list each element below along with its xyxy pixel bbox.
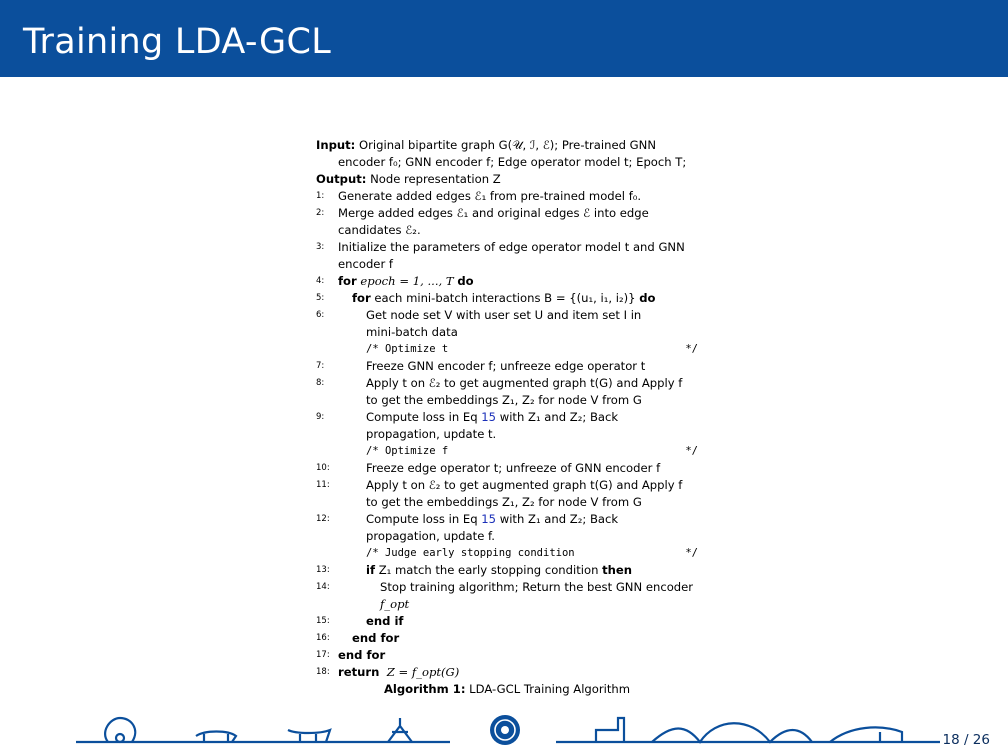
- return-expression: Z = f_opt(G): [386, 665, 460, 679]
- keyword: do: [457, 274, 474, 288]
- equation-link[interactable]: 15: [481, 410, 497, 424]
- arch-icon: [116, 734, 124, 742]
- tower-icon: [388, 718, 412, 742]
- line-number: 13:: [316, 565, 330, 575]
- algo-line: [316, 273, 698, 290]
- line-text: with Z₁ and Z₂; Back: [499, 512, 619, 526]
- output-text: Node representation Z: [370, 172, 501, 186]
- line-text: encoder f: [338, 257, 393, 271]
- keyword: return: [338, 665, 380, 679]
- comment-end: */: [685, 343, 698, 355]
- output-label: Output:: [316, 172, 367, 186]
- algo-line: [316, 579, 698, 596]
- algo-line: [316, 647, 698, 664]
- keyword: for: [352, 291, 371, 305]
- comment-text: /* Optimize f: [366, 445, 449, 457]
- hills-icon: [830, 727, 902, 742]
- line-number: 3:: [316, 242, 325, 252]
- loop-range: epoch = 1, ..., T: [360, 274, 454, 288]
- keyword: end if: [366, 614, 404, 628]
- line-text: Get node set V with user set U and item set I in: [366, 308, 642, 322]
- algo-line: [316, 307, 698, 324]
- line-text: candidates ℰ₂.: [338, 223, 421, 237]
- line-text: f_opt: [380, 597, 410, 611]
- caption-label: Algorithm 1:: [383, 682, 466, 696]
- line-text: propagation, update f.: [366, 529, 495, 543]
- line-number: 8:: [316, 378, 325, 388]
- algorithm-box: [316, 137, 698, 698]
- line-text: Merge added edges ℰ₁ and original edges ℰ into edge: [338, 206, 649, 220]
- comment-text: /* Optimize t: [366, 343, 449, 355]
- comment-end: */: [685, 445, 698, 457]
- comment-line: [316, 341, 698, 358]
- line-text: Generate added edges ℰ₁ from pre-trained model f₀.: [338, 189, 642, 203]
- algo-line: [316, 460, 698, 477]
- line-text: to get the embeddings Z₁, Z₂ for node V from G: [366, 393, 642, 407]
- algo-line: [316, 630, 698, 647]
- input-line: [316, 137, 698, 154]
- line-text: with Z₁ and Z₂; Back: [499, 410, 619, 424]
- line-text: Freeze GNN encoder f; unfreeze edge operator t: [366, 359, 646, 373]
- line-text: Compute loss in Eq: [366, 410, 478, 424]
- line-text: Freeze edge operator t; unfreeze of GNN encoder f: [366, 461, 661, 475]
- footer-skyline: [0, 708, 1008, 756]
- comment-end: */: [685, 547, 698, 559]
- line-number: 18:: [316, 667, 330, 677]
- line-text: Stop training algorithm; Return the best GNN encoder: [380, 580, 694, 594]
- title-bar: [0, 0, 1008, 77]
- line-text: propagation, update t.: [366, 427, 497, 441]
- line-number: 2:: [316, 208, 325, 218]
- algo-line: [316, 477, 698, 494]
- algo-line: [316, 511, 698, 528]
- comment-text: /* Judge early stopping condition: [366, 547, 575, 559]
- algo-line: [316, 188, 698, 205]
- line-text: Apply t on ℰ₂ to get augmented graph t(G) and Apply f: [366, 478, 683, 492]
- hills-icon: [652, 723, 812, 742]
- comment-line: [316, 545, 698, 562]
- algo-line: [316, 664, 698, 681]
- keyword: do: [639, 291, 656, 305]
- bridge-icon: [196, 732, 236, 743]
- line-number: 4:: [316, 276, 325, 286]
- university-seal-icon: [490, 715, 520, 745]
- input-label: Input:: [316, 138, 356, 152]
- input-text-cont: encoder f₀; GNN encoder f; Edge operator model t; Epoch T;: [338, 155, 687, 169]
- comment-line: [316, 443, 698, 460]
- keyword: end for: [338, 648, 386, 662]
- keyword: for: [338, 274, 357, 288]
- input-text: Original bipartite graph G(𝒰, ℐ, ℰ); Pre-trained GNN: [359, 138, 656, 152]
- output-line: [316, 171, 698, 188]
- keyword: then: [602, 563, 633, 577]
- algorithm-caption: [316, 681, 698, 698]
- line-number: 14:: [316, 582, 330, 592]
- line-number: 6:: [316, 310, 325, 320]
- line-text: Initialize the parameters of edge operator model t and GNN: [338, 240, 685, 254]
- algo-line: [316, 613, 698, 630]
- line-text: mini-batch data: [366, 325, 458, 339]
- algo-line: [316, 409, 698, 426]
- line-text: Apply t on ℰ₂ to get augmented graph t(G) and Apply f: [366, 376, 683, 390]
- line-number: 15:: [316, 616, 330, 626]
- line-number: 10:: [316, 463, 330, 473]
- line-number: 1:: [316, 191, 325, 201]
- line-number: 16:: [316, 633, 330, 643]
- gate-icon: [288, 730, 330, 742]
- line-text: each mini-batch interactions B = {(u₁, i₁, i₂)}: [374, 291, 636, 305]
- algo-line: [316, 290, 698, 307]
- algo-line: [316, 375, 698, 392]
- algo-line: [316, 205, 698, 222]
- line-number: 5:: [316, 293, 325, 303]
- page-title: Training LDA-GCL: [23, 22, 332, 62]
- line-text: Compute loss in Eq: [366, 512, 478, 526]
- algo-line: [316, 358, 698, 375]
- line-number: 12:: [316, 514, 330, 524]
- algo-line: [316, 239, 698, 256]
- equation-link[interactable]: 15: [481, 512, 497, 526]
- line-number: 7:: [316, 361, 325, 371]
- page-number: 18 / 26: [942, 732, 990, 748]
- line-number: 17:: [316, 650, 330, 660]
- algo-line: [316, 562, 698, 579]
- caption-text: LDA-GCL Training Algorithm: [469, 682, 631, 696]
- line-text: Z₁ match the early stopping condition: [378, 563, 599, 577]
- keyword: if: [366, 563, 376, 577]
- keyword: end for: [352, 631, 400, 645]
- arch-icon: [105, 718, 135, 742]
- line-number: 11:: [316, 480, 330, 490]
- wall-icon: [596, 718, 624, 742]
- line-number: 9:: [316, 412, 325, 422]
- line-text: to get the embeddings Z₁, Z₂ for node V from G: [366, 495, 642, 509]
